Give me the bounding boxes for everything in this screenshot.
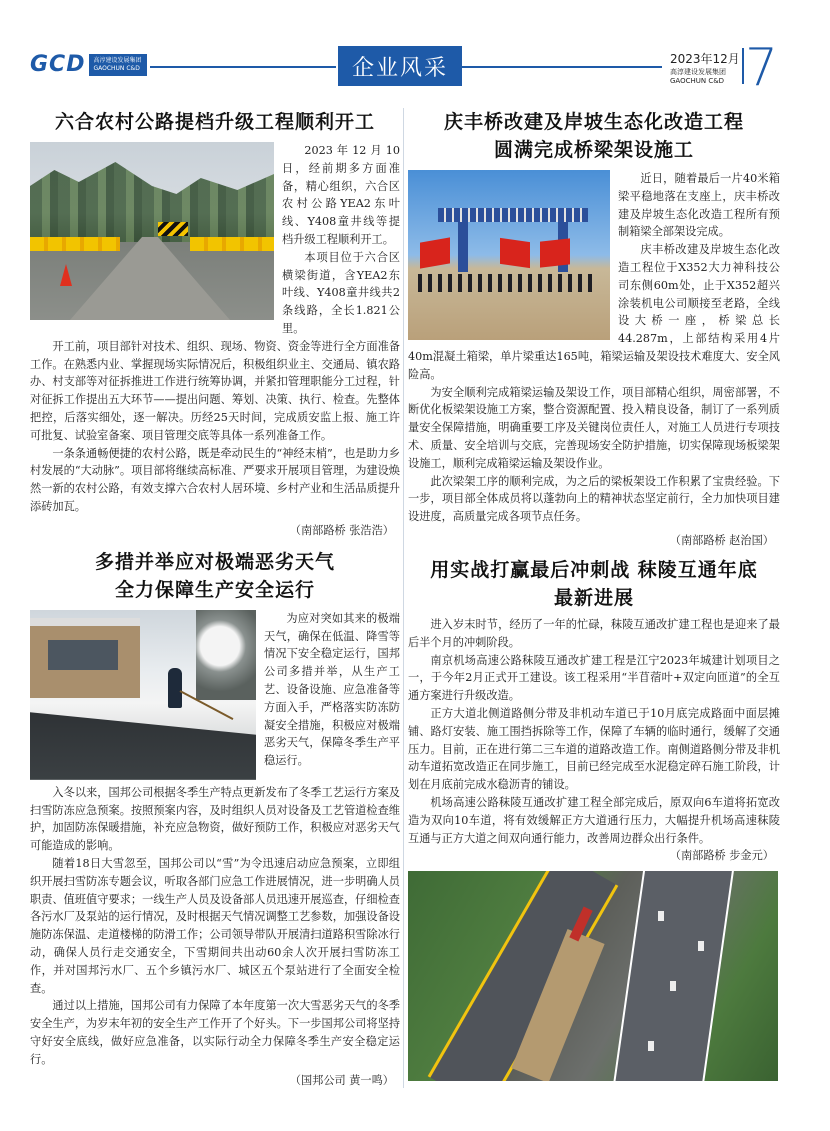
left-column xyxy=(30,108,400,1090)
logo-mark: GCD xyxy=(30,52,86,77)
page-number: 7 xyxy=(745,38,779,98)
logo-en: GAOCHUN C&D xyxy=(93,64,140,72)
article-paragraph: 一条条通畅便捷的农村公路，既是牵动民生的“神经末梢”，也是助力乡村发展的“大动脉”。项目部将继续高标准、严要求开展项目管理，为建设焕然一新的农村公路，有效支撑六合农村人居环境、乡村产业和生活品质提升添砖加瓦。 xyxy=(30,446,400,513)
article-title-line1: 多措并举应对极端恶劣天气 xyxy=(94,550,335,573)
snow-sweeping-photo xyxy=(30,610,256,780)
org-en: GAOCHUN C&D xyxy=(670,77,725,85)
article-author: （南部路桥 步金元） xyxy=(669,849,774,863)
article-title-line2: 圆满完成桥梁架设施工 xyxy=(493,139,694,161)
article-paragraph: 进入岁末时节，经历了一年的忙碌，秣陵互通改扩建工程也是迎来了最后半个月的冲刺阶段。 xyxy=(408,617,780,649)
column-divider xyxy=(403,108,404,1088)
article-paragraph: 本项目位于六合区横梁街道，含YEA2东叶线、Y408童井线共2条线路，全长1.821公里。 xyxy=(282,250,400,335)
article-author: （国邦公司 黄一鸣） xyxy=(289,1074,394,1088)
article-paragraph: 机场高速公路秣陵互通改扩建工程全部完成后，原双向6车道将拓宽改造为双向10车道，将有效缓解正方大道通行压力，大幅提升机场高速秣陵互通与正方大道之间双向通行能力，改善周边群众出行条件。 xyxy=(408,795,780,845)
article-paragraph: 南京机场高速公路秣陵互通改扩建工程是江宁2023年城建计划项目之一，于今年2月正式开工建设。该工程采用“半苜蓿叶+双定向匝道”的全互通方案进行升级改造。 xyxy=(408,653,780,703)
road-construction-photo xyxy=(30,142,274,320)
article-title-line1: 庆丰桥改建及岸坡生态化改造工程 xyxy=(443,111,744,133)
article-author: （南部路桥 赵治国） xyxy=(669,533,774,547)
right-column xyxy=(408,108,780,1081)
article-title-line2: 全力保障生产安全运行 xyxy=(114,578,315,601)
article-qingfeng-bridge xyxy=(408,108,780,550)
header-divider xyxy=(742,48,744,84)
article-paragraph: 2023年12月10日，经前期多方面准备，精心组织，六合区农村公路YEA2东叶线、Y408童井线等提档升级工程顺利开工。 xyxy=(282,144,400,246)
page-header xyxy=(0,0,830,98)
org-cn: 高淳建设发展集团 xyxy=(670,68,726,76)
article-paragraph: 通过以上措施，国邦公司有力保障了本年度第一次大雪恶劣天气的冬季安全生产，为岁末年初的安全生产工作开了个好头。下一步国邦公司将坚持守好安全底线，做好应急准备，以实际行动全力保障冬季生产安全稳定运行。 xyxy=(30,999,400,1066)
article-paragraph: 庆丰桥改建及岸坡生态化改造工程位于X352大力神科技公司东侧60m处，止于X352超兴涂装机电公司顺接至老路，全线设大桥一座，桥梁总长44.287m，上部结构采用4片40m混凝土箱梁，单片梁重达165吨，箱梁运输及架设技术难度大、安全风险高。 xyxy=(408,243,780,381)
section-title: 企业风采 xyxy=(338,46,462,86)
company-logo xyxy=(30,52,147,77)
article-title-line1: 用实战打赢最后冲刺战 秣陵互通年底 xyxy=(430,558,758,581)
article-paragraph: 此次梁架工序的顺利完成，为之后的梁板架设工作积累了宝贵经验。下一步，项目部全体成员将以蓬勃向上的精神状态坚定前行，全力加快项目建设进度，高质量完成各项节点任务。 xyxy=(408,474,780,524)
article-extreme-weather xyxy=(30,548,400,1091)
article-paragraph: 近日，随着最后一片40米箱梁平稳地落在支座上，庆丰桥改建及岸坡生态化改造工程所有预制箱梁全部架设完成。 xyxy=(618,172,780,239)
article-paragraph: 为安全顺利完成箱梁运输及架设工作，项目部精心组织，周密部署，不断优化板梁架设施工方案，整合资源配置、投入精良设备，制订了一系列质量安全保障措施，明确重要工序及关键岗位责任人，对施工人员进行专项技术、质量、安全培训与交底，完善现场安全防护措施，切实保障现场板梁架设施工，顺利完成箱梁运输及架设作业。 xyxy=(408,385,780,470)
article-title-line2: 最新进展 xyxy=(553,586,634,609)
bridge-beam-photo xyxy=(408,170,610,340)
logo-cn: 高淳建设发展集团 xyxy=(93,56,142,64)
article-title: 六合农村公路提档升级工程顺利开工 xyxy=(54,111,375,133)
article-paragraph: 随着18日大雪忽至，国邦公司以“雪”为令迅速启动应急预案，立即组织开展扫雪防冻专题会议，听取各部门应急工作进展情况，进一步明确人员职责、值班值守要求；一线生产人员及设备部人员迅速开展巡查，仔细检查各污水厂及泵站的运行情况，及时根据天气情况调整工艺参数，加强设备设施防冻保温、走道楼梯的防滑工作；公司领导带队开展清扫道路积雪除冰行动，确保人员行走交通安全，下雪期间共出动60余人次开展扫雪防冻工作，并对国邦污水厂、五个乡镇污水厂、城区五个泵站进行了全面安全检查。 xyxy=(30,856,400,995)
header-rule-left xyxy=(150,66,336,68)
header-rule-right xyxy=(462,66,662,68)
aerial-highway-photo xyxy=(408,871,778,1081)
article-paragraph: 为应对突如其来的极端天气，确保在低温、降雪等情况下安全稳定运行，国邦公司多措并举，从生产工艺、设备设施、应急准备等方面入手，严格落实防冻防凝安全措施，积极应对极端恶劣天气，保障冬季生产平稳运行。 xyxy=(264,611,400,768)
article-author: （南部路桥 张浩浩） xyxy=(289,523,394,537)
article-liuhe-road xyxy=(30,108,400,540)
article-paragraph: 开工前，项目部针对技术、组织、现场、物资、资金等进行全方面准备工作。在熟悉内业、掌握现场实际情况后，积极组织业主、交通局、镇农路办、村支部等对征拆推进工作进行统筹协调，并紧扣管理职能分工过程，针对征拆工作提出五大环节——提出问题、筹划、决策、执行、检查。先整体把控，后落实细处，逐一解决。历经25天时间，完成质安监上报、施工许可批复、试验室备案、项目管理交底等具体一系列准备工作。 xyxy=(30,339,400,442)
article-paragraph: 入冬以来，国邦公司根据冬季生产特点更新发布了冬季工艺运行方案及扫雪防冻应急预案。按照预案内容，及时组织人员对设备及工艺管道检查维护，加固防冻保暖措施，补充应急物资，做好预防工作，积极应对恶劣天气可能造成的影响。 xyxy=(30,785,400,853)
article-moling-interchange xyxy=(408,556,780,1081)
issue-date: 2023年12月 xyxy=(670,52,740,66)
article-paragraph: 正方大道北侧道路侧分带及非机动车道已于10月底完成路面中面层摊铺、路灯安装、施工围挡拆除等工作，保障了车辆的临时通行，缓解了交通压力。目前，正在进行第二三车道的道路改造工作。南侧道路侧分带及非机动车道拓宽改造正在同步施工，目前已经完成至水泥稳定碎石施工阶段，计划在月底前完成水稳沥青的铺设。 xyxy=(408,706,780,792)
issue-org xyxy=(670,68,726,86)
logo-text-box xyxy=(89,54,147,76)
